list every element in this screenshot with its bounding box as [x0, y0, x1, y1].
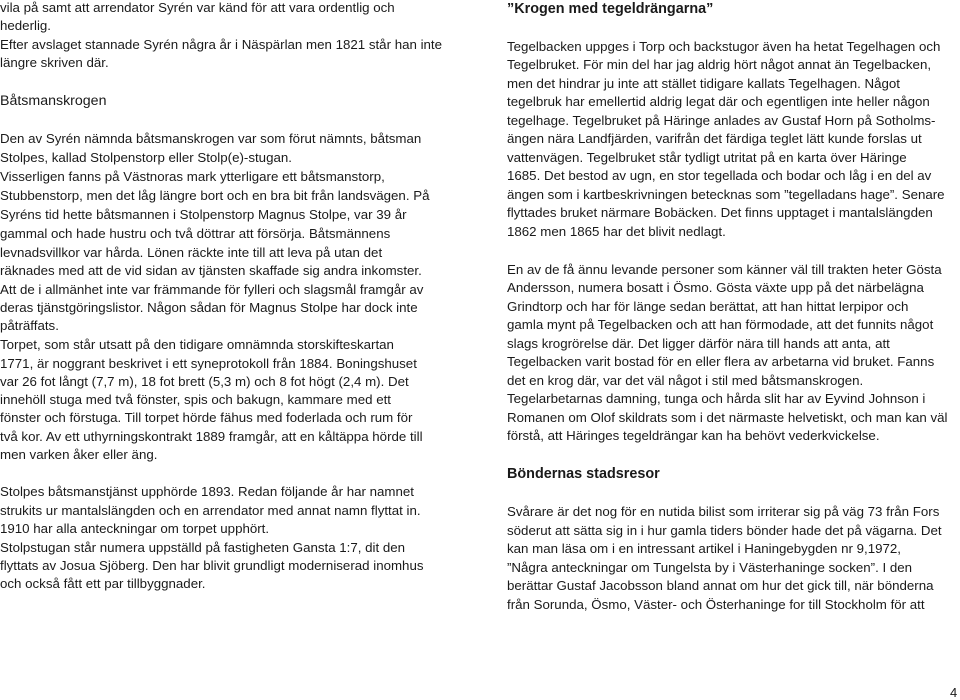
- text-line: vattenvägen. Tegelbruket står tydligt utritat på en karta över Häringe: [507, 150, 907, 165]
- section-heading: Båtsmanskrogen: [0, 93, 107, 109]
- text-line: Tegelbacken uppges i Torp och backstugor även ha hetat Tegelhagen och: [507, 39, 941, 54]
- text-line: det en krog där, var det väl något i stil med båtsmanskrogen.: [507, 373, 864, 388]
- text-line: levnadsvillkor var hårda. Lönen räckte inte till att leva på utan det: [0, 245, 383, 260]
- text-line: Stubbenstorp, men det låg längre bort och en bra bit från landsvägen. På: [0, 188, 430, 203]
- text-line: ”Några anteckningar om Tungelsta by i Västerhaninge socken”. I den: [507, 560, 913, 575]
- text-line: två kor. Av ett uthyrningskontrakt 1889 framgår, att en kåltäppa hörde till: [0, 429, 423, 444]
- text-line: hederlig.: [0, 18, 52, 33]
- text-line: söderut att sätta sig in i hur gamla tiders bönder hade det på vägarna. Det: [507, 523, 942, 538]
- text-line: räknades med att de vid sidan av tjänsten skaffade sig andra inkomster.: [0, 263, 422, 278]
- text-line: Den av Syrén nämnda båtsmanskrogen var som förut nämnts, båtsman: [0, 131, 422, 146]
- text-line: påträffats.: [0, 318, 59, 333]
- text-line: förstå, att Häringes tegeldrängar kan ha behövt vederkvickelse.: [507, 428, 880, 443]
- text-line: kan man läsa om i en intressant artikel i Haningebygden nr 9,1972,: [507, 541, 901, 556]
- text-line: Tegelbacken varit bostad för en eller flera av arbetarna vid bruket. Fanns: [507, 354, 935, 369]
- section-heading: Böndernas stadsresor: [507, 466, 660, 482]
- text-line: Efter avslaget stannade Syrén några år i Näspärlan men 1821 står han inte: [0, 37, 443, 52]
- text-line: strukits ur mantalslängden och en arrendator med annat namn flyttat in.: [0, 503, 421, 518]
- page-number: 4: [950, 685, 958, 700]
- text-line: Svårare är det nog för en nutida bilist som irriterar sig på väg 73 från Fors: [507, 504, 940, 519]
- text-line: längre skriven där.: [0, 55, 109, 70]
- text-line: slags krogrörelse där. Det ligger därför nära till hands att anta, att: [507, 336, 890, 351]
- text-line: tegelbruk har emellertid aldrig legat där och egentligen inte heller någon: [507, 94, 930, 109]
- text-line: var 26 fot långt (7,7 m), 18 fot brett (5,3 m) och 8 fot högt (2,4 m). Det: [0, 374, 409, 389]
- text-line: 1685. Det bestod av ugn, en stor tegellada och bodar och låg i en del av: [507, 168, 932, 183]
- text-line: 1910 har alla anteckningar om torpet upphört.: [0, 521, 270, 536]
- text-line: ängen nära Landfjärden, varifrån det färdiga teglet lätt kunde forslas ut: [507, 131, 922, 146]
- text-line: Grindtorp och har för länge sedan berättat, att han hittat lerpipor och: [507, 299, 909, 314]
- text-line: En av de få ännu levande personer som känner väl till trakten heter Gösta: [507, 262, 942, 277]
- text-line: från Sorunda, Ösmo, Väster- och Österhaninge for till Stockholm för att: [507, 597, 925, 612]
- text-line: flyttats av Josua Sjöberg. Den har blivit grundligt moderniserad inomhus: [0, 558, 424, 573]
- text-line: 1771, är noggrant beskrivet i ett syneprotokoll från 1884. Boningshuset: [0, 356, 417, 371]
- text-line: Tegelbruket. För min del har jag aldrig hört något annat än Tegelbacken,: [507, 57, 932, 72]
- text-line: och också fått ett par tillbyggnader.: [0, 576, 206, 591]
- text-line: Romanen om Olof skildrats som i det närmaste helvetiskt, och man kan väl: [507, 410, 948, 425]
- text-line: gamla mynt på Tegelbacken och att han förmodade, att det funnits något: [507, 317, 934, 332]
- text-line: men det hindrar ju inte att stället tidigare kallats Tegelhagen. Något: [507, 76, 900, 91]
- text-line: Tegelarbetarnas damning, tunga och hårda slit har av Eyvind Johnson i: [507, 391, 926, 406]
- text-line: 1862 men 1865 har det blivit nedlagt.: [507, 224, 726, 239]
- section-heading: ”Krogen med tegeldrängarna”: [507, 1, 714, 17]
- text-line: Andersson, numera bosatt i Ösmo. Gösta växte upp på det närbelägna: [507, 280, 924, 295]
- text-line: vila på samt att arrendator Syrén var känd för att vara ordentlig och: [0, 0, 395, 15]
- text-line: men varken åker eller äng.: [0, 447, 158, 462]
- text-line: Syréns tid hette båtsmannen i Stolpenstorp Magnus Stolpe, var 39 år: [0, 207, 407, 222]
- text-line: Torpet, som står utsatt på den tidigare omnämnda storskifteskartan: [0, 337, 394, 352]
- text-line: berättar Gustaf Jacobsson bland annat om hur det gick till, när bönderna: [507, 578, 934, 593]
- text-line: Stolpstugan står numera uppställd på fastigheten Gansta 1:7, dit den: [0, 540, 406, 555]
- text-line: gammal och hade hustru och två döttrar att försörja. Båtsmännens: [0, 226, 391, 241]
- text-line: ängen som i kartbeskrivningen betecknas som ”tegelladans hage”. Senare: [507, 187, 945, 202]
- text-line: Visserligen fanns på Västnoras mark ytterligare ett båtsmanstorp,: [0, 169, 385, 184]
- text-line: deras tjänstgöringslistor. Någon sådan för Magnus Stolpe har dock inte: [0, 300, 418, 315]
- text-line: fönster och förstuga. Till torpet hörde fähus med foderlada och rum för: [0, 410, 413, 425]
- text-line: Att de i allmänhet inte var främmande för fylleri och slagsmål framgår av: [0, 282, 424, 297]
- text-line: tegelhage. Tegelbruket på Häringe anlades av Gustaf Horn på Sotholms-: [507, 113, 936, 128]
- text-line: innehöll stuga med två fönster, spis och bakugn, kammare med ett: [0, 392, 391, 407]
- text-line: flyttades bruket närmare Bobäcken. Det finns upptaget i mantalslängden: [507, 205, 933, 220]
- text-line: Stolpes båtsmanstjänst upphörde 1893. Redan följande år har namnet: [0, 484, 414, 499]
- text-line: Stolpes, kallad Stolpenstorp eller Stolp(e)-stugan.: [0, 150, 292, 165]
